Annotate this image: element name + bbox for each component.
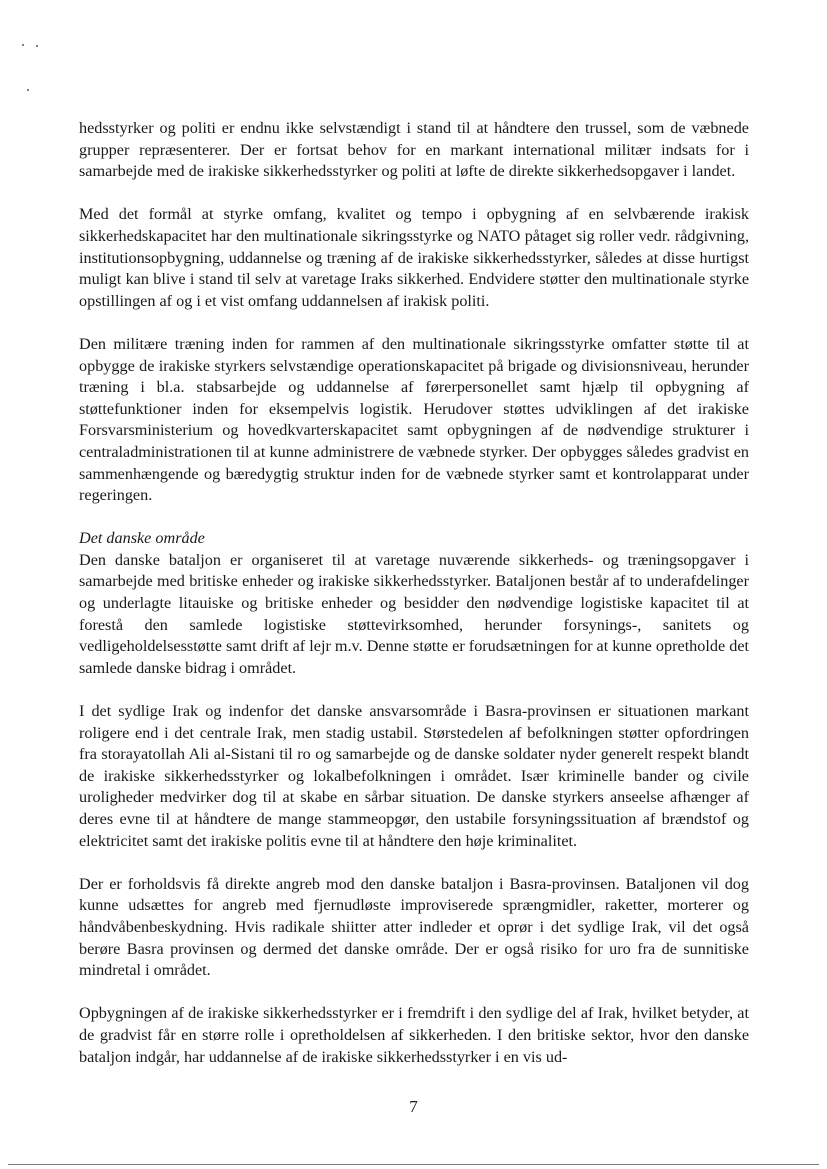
section-block — [79, 528, 749, 679]
scan-artifact — [22, 44, 24, 46]
body-text — [79, 118, 749, 1068]
paragraph: Den militære træning inden for rammen af den multinationale sikringsstyrke omfatter støtte til at opbygge de irakiske styrkers selvstændige operationskapacitet på brigade og divisionsniveau, herunder træning i bl.a. stabsarbejde og uddannelse af førerpersonellet samt hjælp til opbygning af støttefunktioner inden for eksempelvis logistik. Herudover støttes udviklingen af det irakiske Forsvarsministerium og hovedkvarterskapacitet samt opbygningen af de nødvendige strukturer i centraladministrationen til at kunne administrere de væbnede styrker. Der opbygges således gradvist en sammenhængende og bæredygtig struktur inden for de væbnede styrker samt et kontrolapparat under regeringen. — [79, 334, 749, 505]
paragraph: hedsstyrker og politi er endnu ikke selvstændigt i stand til at håndtere den trussel, som de væbnede grupper repræsenterer. Der er fortsat behov for en markant international militær indsats for i samarbejde med de irakiske sikkerhedsstyrker og politi at løfte de direkte sikkerhedsopgaver i landet. — [79, 119, 749, 181]
paragraph: I det sydlige Irak og indenfor det danske ansvarsområde i Basra-provinsen er situationen markant roligere end i det centrale Irak, men stadig ustabil. Størstedelen af befolkningen støtter opfordringen fra storayatollah Ali al-Sistani til ro og samarbejde og de danske soldater nyder generelt respekt blandt de irakiske sikkerhedsstyrker og lokalbefolkningen i området. Især kriminelle bander og civile uroligheder medvirker dog til at skabe en sårbar situation. De danske styrkers anseelse afhænger af deres evne til at håndtere de mange stammeopgør, den ustabile forsyningssituation af brændstof og elektricitet samt det irakiske politis evne til at håndtere den høje kriminalitet. — [79, 702, 749, 850]
paragraph: Med det formål at styrke omfang, kvalitet og tempo i opbygning af en selvbærende irakisk sikkerhedskapacitet har den multinationale sikringsstyrke og NATO påtaget sig roller vedr. rådgivning, institutionsopbygning, uddannelse og træning af de irakiske sikkerhedsstyrker, således at disse hurtigst muligt kan blive i stand til selv at varetage Iraks sikkerhed. Endvidere støtter den multinationale styrke opstillingen af og i et vist omfang uddannelsen af irakisk politi. — [79, 205, 749, 310]
section-heading: Det danske område — [79, 529, 205, 548]
paragraph: Den danske bataljon er organiseret til at varetage nuværende sikkerheds- og træningsopgaver i samarbejde med britiske enheder og irakiske sikkerhedsstyrker. Bataljonen består af to underafdelinger og underlagte litauiske og britiske enheder og besidder den nødvendige logistiske kapacitet til at forestå den samlede logistiske støttevirksomhed, herunder forsynings-, sanitets og vedligeholdelsesstøtte samt drift af lejr m.v. Denne støtte er forudsætningen for at kunne opretholde det samlede danske bidrag i området. — [79, 550, 749, 677]
paragraph: Der er forholdsvis få direkte angreb mod den danske bataljon i Basra-provinsen. Bataljonen vil dog kunne udsættes for angreb med fjernudløste improviserede sprængmidler, raketter, morterer og håndvåbenbeskydning. Hvis radikale shiitter atter indleder et oprør i det sydlige Irak, vil det også berøre Basra provinsen og dermed det danske område. Der er også risiko for uro fra de sunnitiske mindretal i området. — [79, 874, 749, 980]
scan-artifact — [36, 45, 38, 47]
page-number: 7 — [409, 1097, 418, 1116]
scan-artifact — [27, 89, 29, 91]
paragraph: Opbygningen af de irakiske sikkerhedsstyrker er i fremdrift i den sydlige del af Irak, hvilket betyder, at de gradvist får en større rolle i opretholdelsen af sikkerheden. I den britiske sektor, hvor den danske bataljon indgår, har uddannelse af de irakiske sikkerhedsstyrker i en vis ud- — [79, 1004, 749, 1066]
page-bottom-rule — [8, 1164, 819, 1165]
